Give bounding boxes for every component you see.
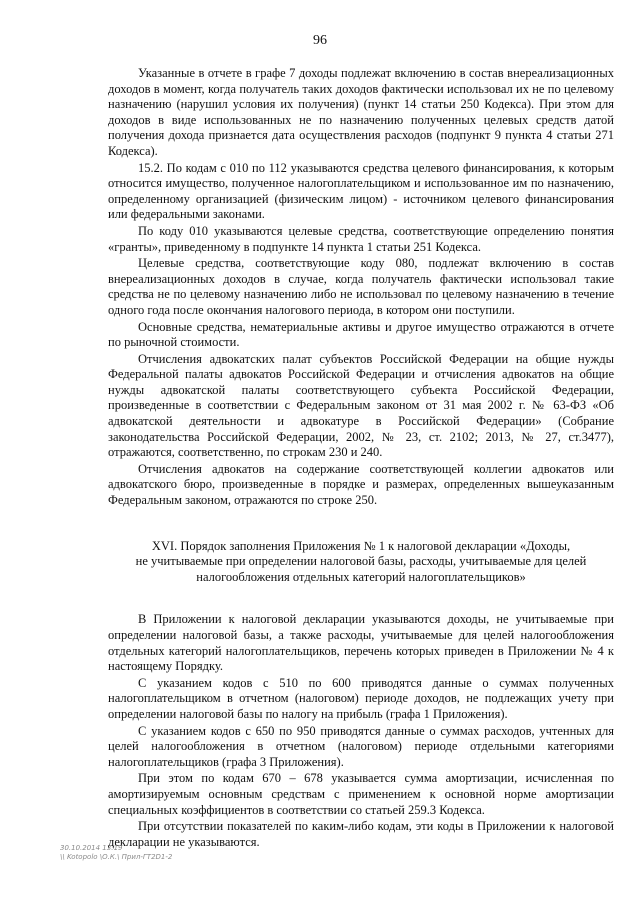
paragraph-15-2-target-financing: 15.2. По кодам с 010 по 112 указываются средства целевого финансирования, к которым относится имущество, полученное налогоплательщиком и использованное им по назначению, определенному организацией (физическим лицом) - источником целевого финансирования или федеральными законами. <box>108 160 614 222</box>
section-heading-line: не учитываемые при определении налоговой базы, расходы, учитываемые для целей <box>135 554 587 569</box>
section-heading-line: налогообложения отдельных категорий налогоплательщиков» <box>196 569 526 584</box>
section-heading-line: XVI. Порядок заполнения Приложения № 1 к налоговой декларации «Доходы, <box>151 538 571 553</box>
paragraph-appendix-intro: В Приложении к налоговой декларации указываются доходы, не учитываемые при определении налоговой базы, а также расходы, учитываемые для целей налогообложения отдельных категорий налогоплательщиков, перечень которых приведен в Приложении № 4 к настоящему Порядку. <box>108 612 614 674</box>
paragraph-fixed-assets: Основные средства, нематериальные активы и другое имущество отражаются в отчете по рыночной стоимости. <box>108 319 614 350</box>
paragraph-codes-670-678: При этом по кодам 670 – 678 указывается сумма амортизации, исчисленная по амортизируемым основным средствам с применением к основной норме амортизации специальных коэффициентов в соответствии со статьей 259.3 Кодекса. <box>108 771 614 817</box>
paragraph-no-indicators: При отсутствии показателей по каким-либо кодам, эти коды в Приложении к налоговой декларации не указываются. <box>108 819 614 849</box>
document-body <box>108 66 614 851</box>
paragraph-income-inclusion: Указанные в отчете в графе 7 доходы подлежат включению в состав внереализационных доходов в момент, когда получатель таких доходов фактически использовал их не по целевому назначению (нарушил условия их получения) (пункт 14 статьи 250 Кодекса). При этом для доходов в виде использованных не по назначению полученных целевых средств датой получения дохода признается дата осуществления расходов (подпункт 9 пункта 4 статьи 271 Кодекса). <box>108 66 614 158</box>
page-number: 96 <box>313 33 327 48</box>
section-heading-xvi <box>108 539 614 586</box>
footer-timestamp: 30.10.2014 13:19 <box>60 844 123 852</box>
paragraph-bar-chamber-deductions: Отчисления адвокатских палат субъектов Российской Федерации на общие нужды Федеральной палаты адвокатов Российской Федерации и отчисления адвокатов на общие нужды адвокатской палаты соответствующего субъекта Российской Федерации, произведенные в соответствии с Федеральным законом от 31 мая 2002 г. № 63-ФЗ «Об адвокатской деятельности и адвокатуре в Российской Федерации» (Собрание законодательства Российской Федерации, 2002, № 23, ст. 2102; 2013, № 27, ст.3477), отражаются, соответственно, по строкам 230 и 240. <box>108 351 614 460</box>
paragraph-codes-510-600: С указанием кодов с 510 по 600 приводятся данные о суммах полученных налогоплательщиком в отчетном (налоговом) периоде доходов, не подлежащих учету при определении налоговой базы по налогу на прибыль (графа 1 Приложения). <box>108 675 614 721</box>
paragraph-code-010-grants: По коду 010 указываются целевые средства, соответствующие определению понятия «гранты», приведенному в подпункте 14 пункта 1 статьи 251 Кодекса. <box>108 223 614 254</box>
paragraph-codes-650-950: С указанием кодов с 650 по 950 приводятся данные о суммах расходов, учтенных для целей налогообложения в отчетном (налоговом) периоде отдельными категориями налогоплательщиков (графа 3 Приложения). <box>108 723 614 769</box>
file-path-footer <box>60 844 172 862</box>
paragraph-code-080: Целевые средства, соответствующие коду 080, подлежат включению в состав внереализационных доходов в случае, когда получатель фактически использовал такие средства не по целевому назначению либо не использовал по целевому назначению в течение одного года после окончания налогового периода, в котором они поступили. <box>108 256 614 317</box>
paragraph-lawyer-deductions: Отчисления адвокатов на содержание соответствующей коллегии адвокатов или адвокатского бюро, произведенные в порядке и размерах, определенных вышеуказанным Федеральным законом, отражаются по строке 250. <box>108 461 614 508</box>
footer-file-path: \\ Kotopolo \О.К.\ Прил-ГТ2D1-2 <box>60 853 173 861</box>
